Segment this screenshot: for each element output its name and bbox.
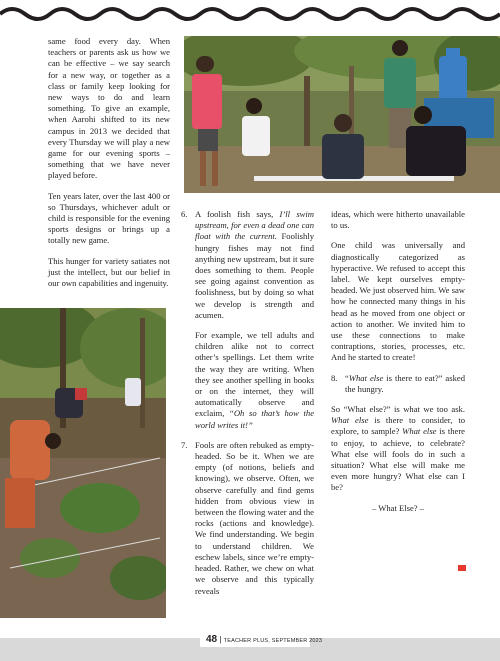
item-6-number: 6. [181, 209, 188, 219]
what-else-italic-1: What else [331, 415, 369, 426]
item-8-open-quote: “ [345, 372, 349, 383]
item-8-text: is there to eat?” asked the hungry. [345, 372, 465, 394]
item-6-quote: I’ll swim upstream, for even a dead one can float with the current. [195, 209, 314, 242]
paragraph-hunger-variety: This hunger for variety satiates not just the intellect, but our belief in our own capabilities and ingenuity. [48, 255, 170, 289]
right-column [331, 209, 465, 523]
folio-divider: | [219, 635, 222, 644]
what-else-text-3: is there to enjoy, to achieve, to celebrate? What else will fools do in such a situation? What else will make me even more hungry? What else can I be? [331, 426, 465, 493]
item-6-lead: A foolish fish says, [195, 209, 280, 219]
item-8-quote: What else [348, 372, 384, 383]
paragraph-what-else [331, 404, 465, 494]
what-else-text-2: is there to consider, to explore, to sample? [331, 415, 465, 437]
what-else-italic-2: What else [402, 426, 437, 437]
what-else-text-1: So “What else?” is what we too ask. [331, 404, 465, 415]
photo-pipe-work [184, 36, 500, 193]
page-folio [200, 633, 323, 647]
middle-column [181, 209, 314, 597]
list-item-7 [181, 440, 314, 597]
example-quote: “Oh so that’s how the world writes it!” [195, 408, 315, 430]
paragraph-hyperactive-child: One child was universally and diagnostically categorized as hyperactive. We refused to accept this label. We kept ourselves empty-headed. We just observed him. We saw how he connected many things in his head as he moved from one object or action to another. We invited him to use these connections to make contraptions, stories, processes, etc. And he started to create! [331, 240, 465, 363]
paragraph-continued: ideas, which were hitherto unavailable to us. [331, 209, 465, 231]
item-8-number: 8. [331, 372, 338, 383]
paragraph-same-food: same food every day. When teachers or parents ask us how we can be effective – we say search for a new way, or together as a class or family keep looking for new ways to do and learn something. To give an example, when Aarohi shifted to its new campus in 2013 we decided that every Thursday we will play a new game for our evening sports – something that we have never played before. [48, 36, 170, 181]
page-number: 48 [206, 634, 218, 645]
end-mark-icon [458, 565, 466, 571]
wave-border [0, 0, 500, 26]
signoff: – What Else? – [371, 502, 425, 513]
paragraph-example [195, 330, 314, 431]
list-item-8 [331, 373, 465, 395]
photo-forest-activity [0, 308, 166, 618]
left-column [48, 36, 170, 298]
list-item-6 [181, 209, 314, 321]
item-6-text: Foolishly hungry fishes may not find anything new upstream, but it sure does something to them. People see going against convention as foolishness, but by doing so what we develop is strength and acumen. [195, 231, 314, 320]
example-text: For example, we tell adults and children alike not to correct other’s spellings. Let them write the way they are writing. When they see another spelling in books or on the internet, they will automatically observe and exclaim, [195, 330, 314, 419]
paragraph-ten-years: Ten years later, over the last 400 or so Thursdays, whichever adult or child is responsible for the evening sports designs or brings up a totally new game. [48, 190, 170, 246]
item-7-text: Fools are often rebuked as empty-headed. So be it. When we are empty (of notions, beliefs and knowing), we observe. Often, we observe carefully and find gems hidden from obvious view in between the flowing water and the rocks (actions and knowledge). We find understanding. We begin to understand children. We eschew labels, since we’re empty-headed. Rather, we chew on what we observe and this typically reveals [195, 439, 314, 596]
magazine-name: TEACHER PLUS, SEPTEMBER 2023 [223, 638, 323, 644]
item-7-number: 7. [181, 439, 188, 450]
